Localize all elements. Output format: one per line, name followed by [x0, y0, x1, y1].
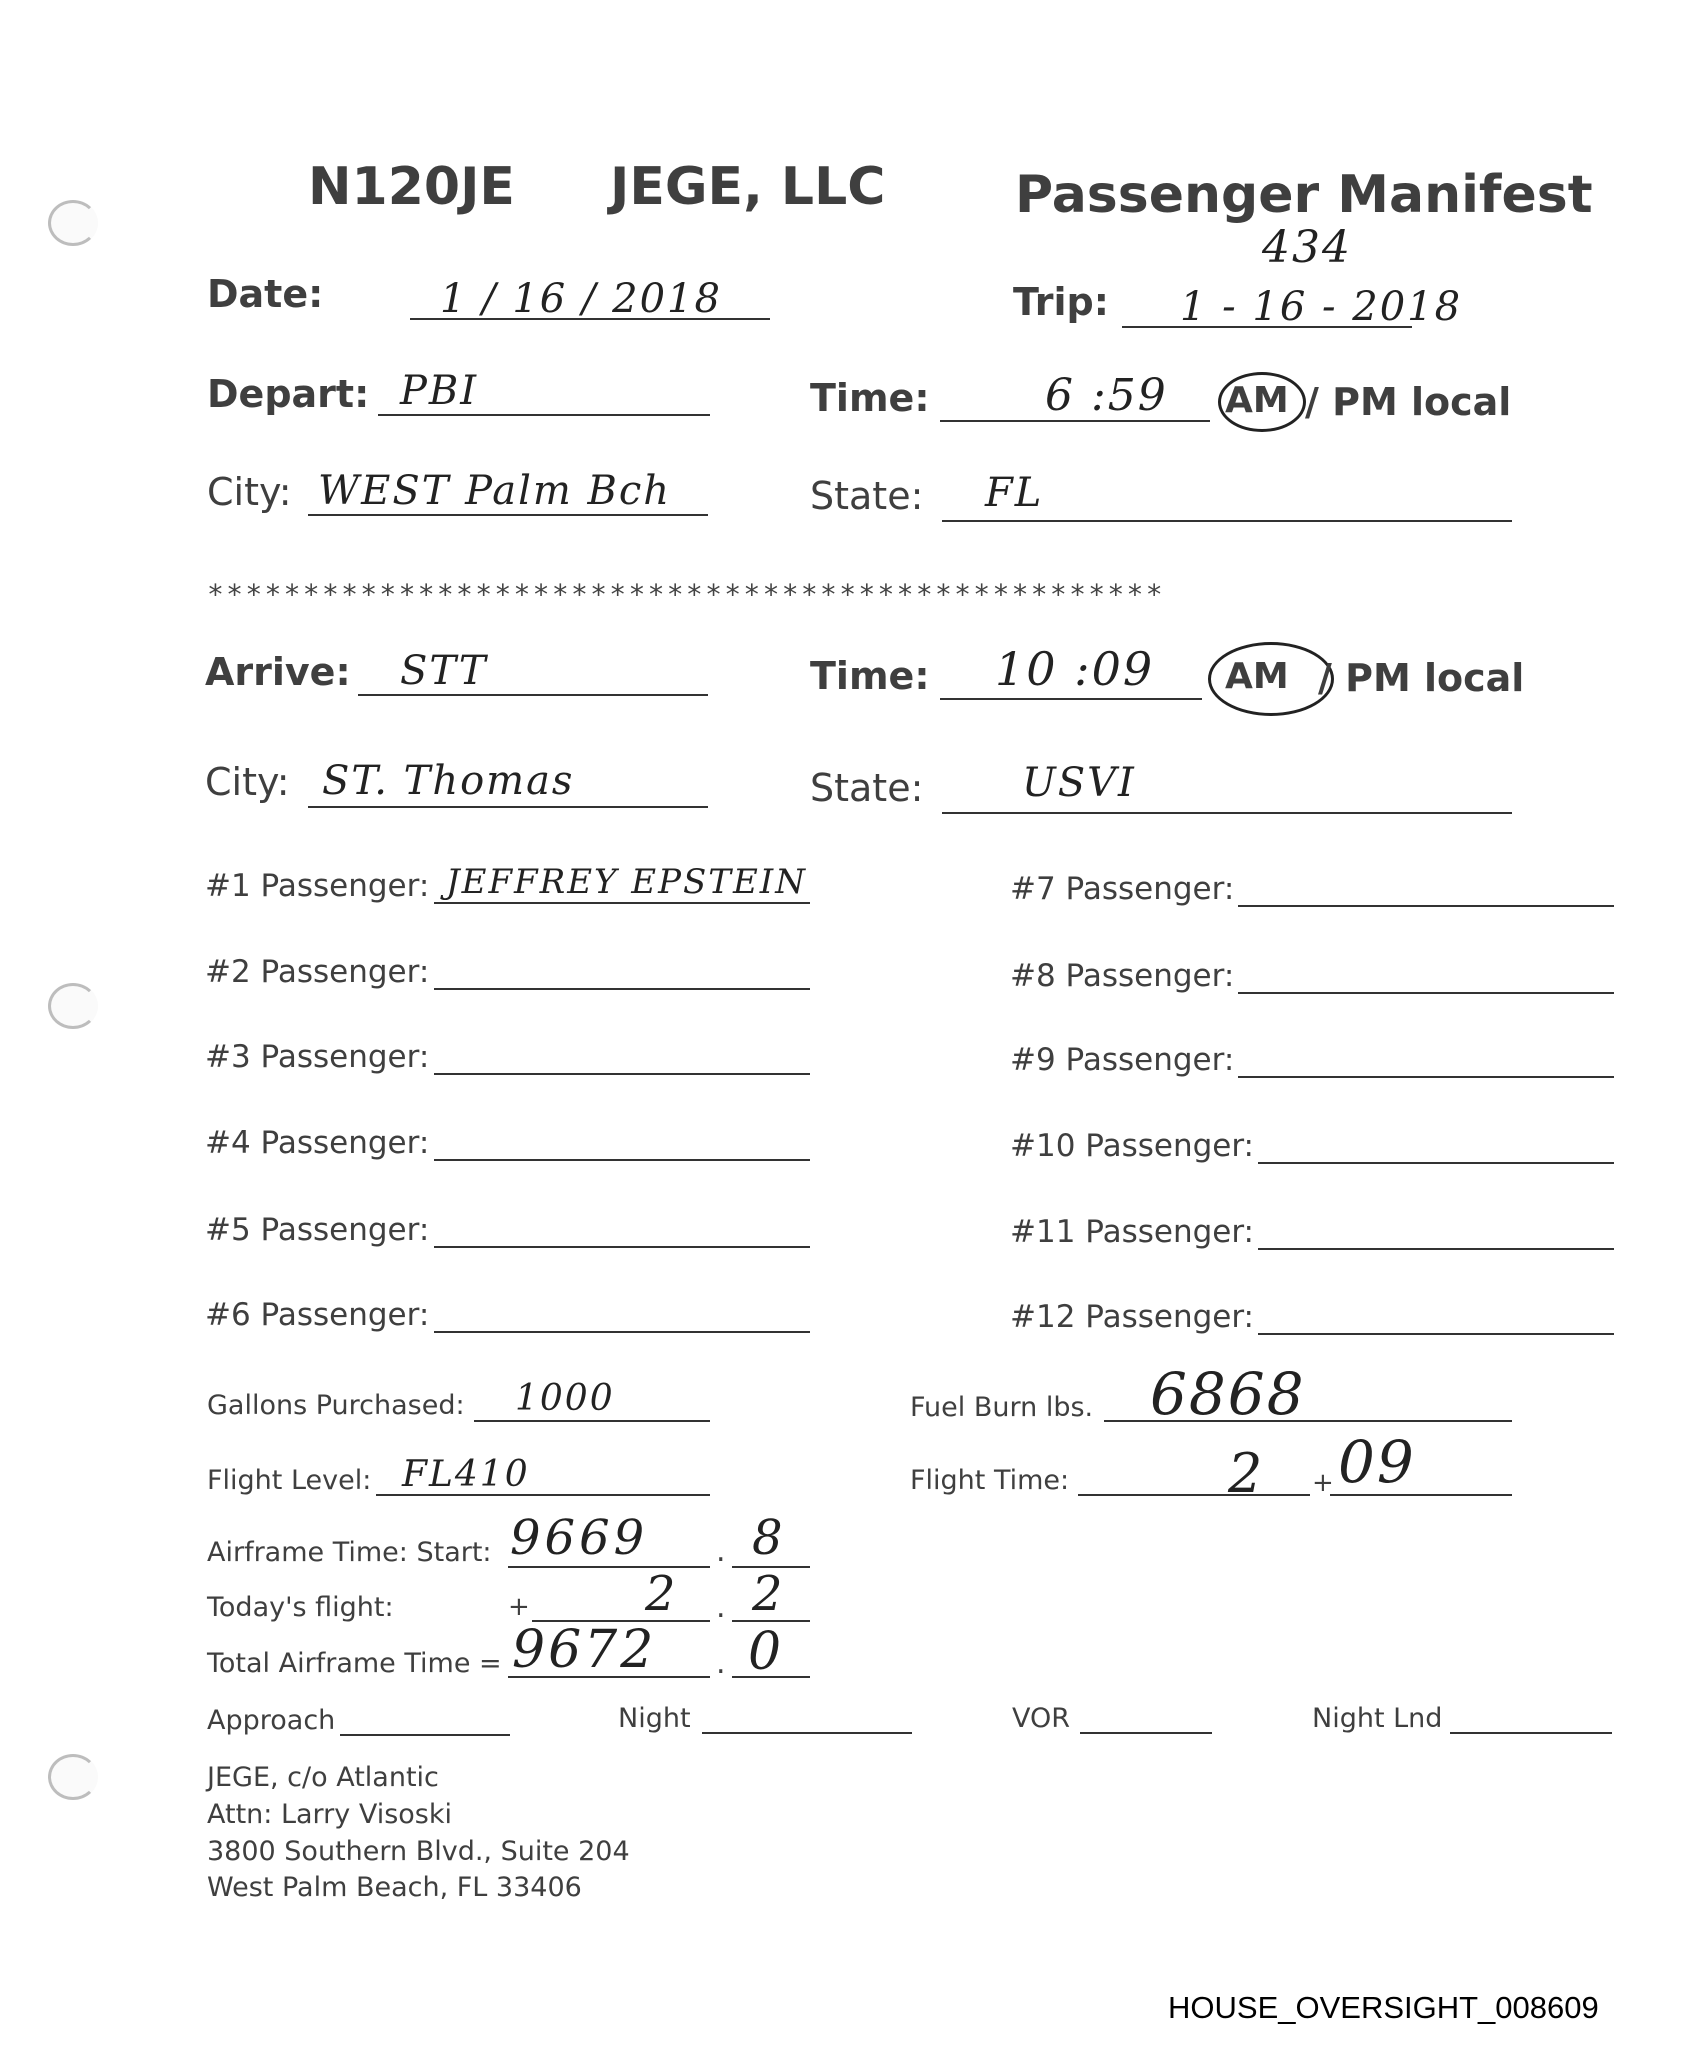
form-title: Passenger Manifest	[1015, 165, 1593, 225]
approach-underline	[340, 1734, 510, 1736]
arrive-state-label: State:	[810, 766, 924, 810]
gallons-purchased-underline	[474, 1420, 710, 1422]
vor-label: VOR	[1012, 1703, 1071, 1734]
tail-number: N120JE	[308, 157, 515, 217]
depart-underline	[378, 414, 710, 416]
total-airframe-label: Total Airframe Time =	[207, 1648, 502, 1679]
arrive-city-value[interactable]: ST. Thomas	[322, 758, 575, 804]
bates-number: HOUSE_OVERSIGHT_008609	[1168, 1990, 1599, 2025]
flight-level-label: Flight Level:	[207, 1465, 372, 1496]
address-line-2: Attn: Larry Visoski	[207, 1799, 453, 1830]
arrive-ampm-suffix: / PM local	[1318, 656, 1525, 700]
night-lnd-underline	[1450, 1732, 1612, 1734]
passenger-1-label: #1 Passenger:	[205, 868, 430, 904]
depart-city-value[interactable]: WEST Palm Bch	[318, 468, 672, 514]
separator-stars: **************************************************	[207, 578, 1165, 611]
arrive-time-label: Time:	[810, 654, 930, 698]
fuel-burn-label: Fuel Burn lbs.	[910, 1392, 1094, 1423]
passenger-2-label: #2 Passenger:	[205, 954, 430, 990]
flight-time-plus: +	[1312, 1468, 1334, 1498]
passenger-11-label: #11 Passenger:	[1010, 1214, 1254, 1250]
night-label: Night	[618, 1703, 691, 1734]
fuel-burn-value[interactable]: 6868	[1150, 1360, 1306, 1428]
approach-label: Approach	[207, 1705, 336, 1736]
company-name: JEGE, LLC	[610, 157, 886, 217]
address-line-4: West Palm Beach, FL 33406	[207, 1872, 582, 1903]
depart-ampm-suffix: / PM local	[1305, 380, 1512, 424]
total-airframe-dot: .	[716, 1646, 726, 1681]
passenger-1-underline	[434, 902, 810, 904]
passenger-6-label: #6 Passenger:	[205, 1297, 430, 1333]
trip-value[interactable]: 1 - 16 - 2018	[1180, 284, 1463, 330]
passenger-10-underline	[1258, 1162, 1614, 1164]
airframe-start-whole[interactable]: 9669	[510, 1510, 649, 1566]
flight-time-hours-underline	[1078, 1494, 1310, 1496]
night-underline	[702, 1732, 912, 1734]
depart-time-value[interactable]: 6 :59	[1045, 370, 1168, 421]
flight-level-value[interactable]: FL410	[402, 1454, 530, 1495]
depart-state-label: State:	[810, 474, 924, 518]
gallons-purchased-label: Gallons Purchased:	[207, 1390, 465, 1421]
arrive-underline	[358, 694, 708, 696]
flight-time-hours[interactable]: 2	[1228, 1442, 1265, 1505]
passenger-8-label: #8 Passenger:	[1010, 958, 1235, 994]
total-airframe-decimal[interactable]: 0	[748, 1622, 784, 1682]
address-line-3: 3800 Southern Blvd., Suite 204	[207, 1836, 630, 1867]
passenger-5-label: #5 Passenger:	[205, 1212, 430, 1248]
airframe-start-decimal[interactable]: 8	[752, 1510, 785, 1566]
passenger-7-label: #7 Passenger:	[1010, 871, 1235, 907]
depart-city-label: City:	[207, 470, 292, 514]
depart-am-label: AM	[1225, 380, 1289, 421]
arrive-state-value[interactable]: USVI	[1022, 760, 1136, 806]
depart-city-underline	[308, 514, 708, 516]
date-label: Date:	[207, 272, 324, 316]
arrive-city-underline	[308, 806, 708, 808]
passenger-12-underline	[1258, 1333, 1614, 1335]
arrive-time-underline	[940, 698, 1202, 700]
todays-flight-whole[interactable]: 2	[645, 1566, 678, 1622]
airframe-start-dot: .	[716, 1534, 726, 1569]
night-lnd-label: Night Lnd	[1312, 1703, 1443, 1734]
binder-hole-top	[48, 200, 98, 246]
arrive-time-value[interactable]: 10 :09	[995, 642, 1155, 696]
passenger-4-label: #4 Passenger:	[205, 1125, 430, 1161]
passenger-9-underline	[1238, 1076, 1614, 1078]
address-line-1: JEGE, c/o Atlantic	[207, 1762, 439, 1793]
arrive-value[interactable]: STT	[400, 648, 488, 694]
trip-label: Trip:	[1013, 280, 1109, 324]
passenger-7-underline	[1238, 905, 1614, 907]
depart-state-underline	[942, 520, 1512, 522]
flight-time-minutes[interactable]: 09	[1338, 1428, 1416, 1496]
trip-number: 434	[1262, 222, 1352, 273]
todays-flight-dot: .	[716, 1590, 726, 1625]
passenger-6-underline	[434, 1331, 810, 1333]
arrive-label: Arrive:	[205, 650, 351, 694]
passenger-3-underline	[434, 1073, 810, 1075]
todays-flight-decimal[interactable]: 2	[752, 1566, 785, 1622]
passenger-1-value[interactable]: JEFFREY EPSTEIN	[446, 862, 807, 902]
binder-hole-middle	[48, 983, 98, 1029]
airframe-start-label: Airframe Time: Start:	[207, 1537, 492, 1568]
depart-label: Depart:	[207, 372, 370, 416]
passenger-3-label: #3 Passenger:	[205, 1039, 430, 1075]
depart-value[interactable]: PBI	[400, 368, 479, 414]
gallons-purchased-value[interactable]: 1000	[515, 1378, 615, 1419]
todays-flight-plus: +	[508, 1592, 530, 1622]
vor-underline	[1080, 1732, 1212, 1734]
flight-time-label: Flight Time:	[910, 1465, 1070, 1496]
passenger-4-underline	[434, 1159, 810, 1161]
passenger-10-label: #10 Passenger:	[1010, 1128, 1254, 1164]
passenger-5-underline	[434, 1246, 810, 1248]
passenger-12-label: #12 Passenger:	[1010, 1299, 1254, 1335]
todays-flight-label: Today's flight:	[207, 1592, 394, 1623]
airframe-start-whole-underline	[508, 1566, 710, 1568]
passenger-8-underline	[1238, 992, 1614, 994]
arrive-am-label: AM	[1225, 656, 1289, 697]
date-value[interactable]: 1 / 16 / 2018	[440, 276, 722, 322]
arrive-state-underline	[942, 812, 1512, 814]
total-airframe-whole[interactable]: 9672	[512, 1620, 657, 1680]
passenger-11-underline	[1258, 1248, 1614, 1250]
depart-time-label: Time:	[810, 376, 930, 420]
passenger-2-underline	[434, 988, 810, 990]
passenger-9-label: #9 Passenger:	[1010, 1042, 1235, 1078]
binder-hole-bottom	[48, 1754, 98, 1800]
depart-state-value[interactable]: FL	[985, 470, 1044, 516]
arrive-city-label: City:	[205, 760, 290, 804]
